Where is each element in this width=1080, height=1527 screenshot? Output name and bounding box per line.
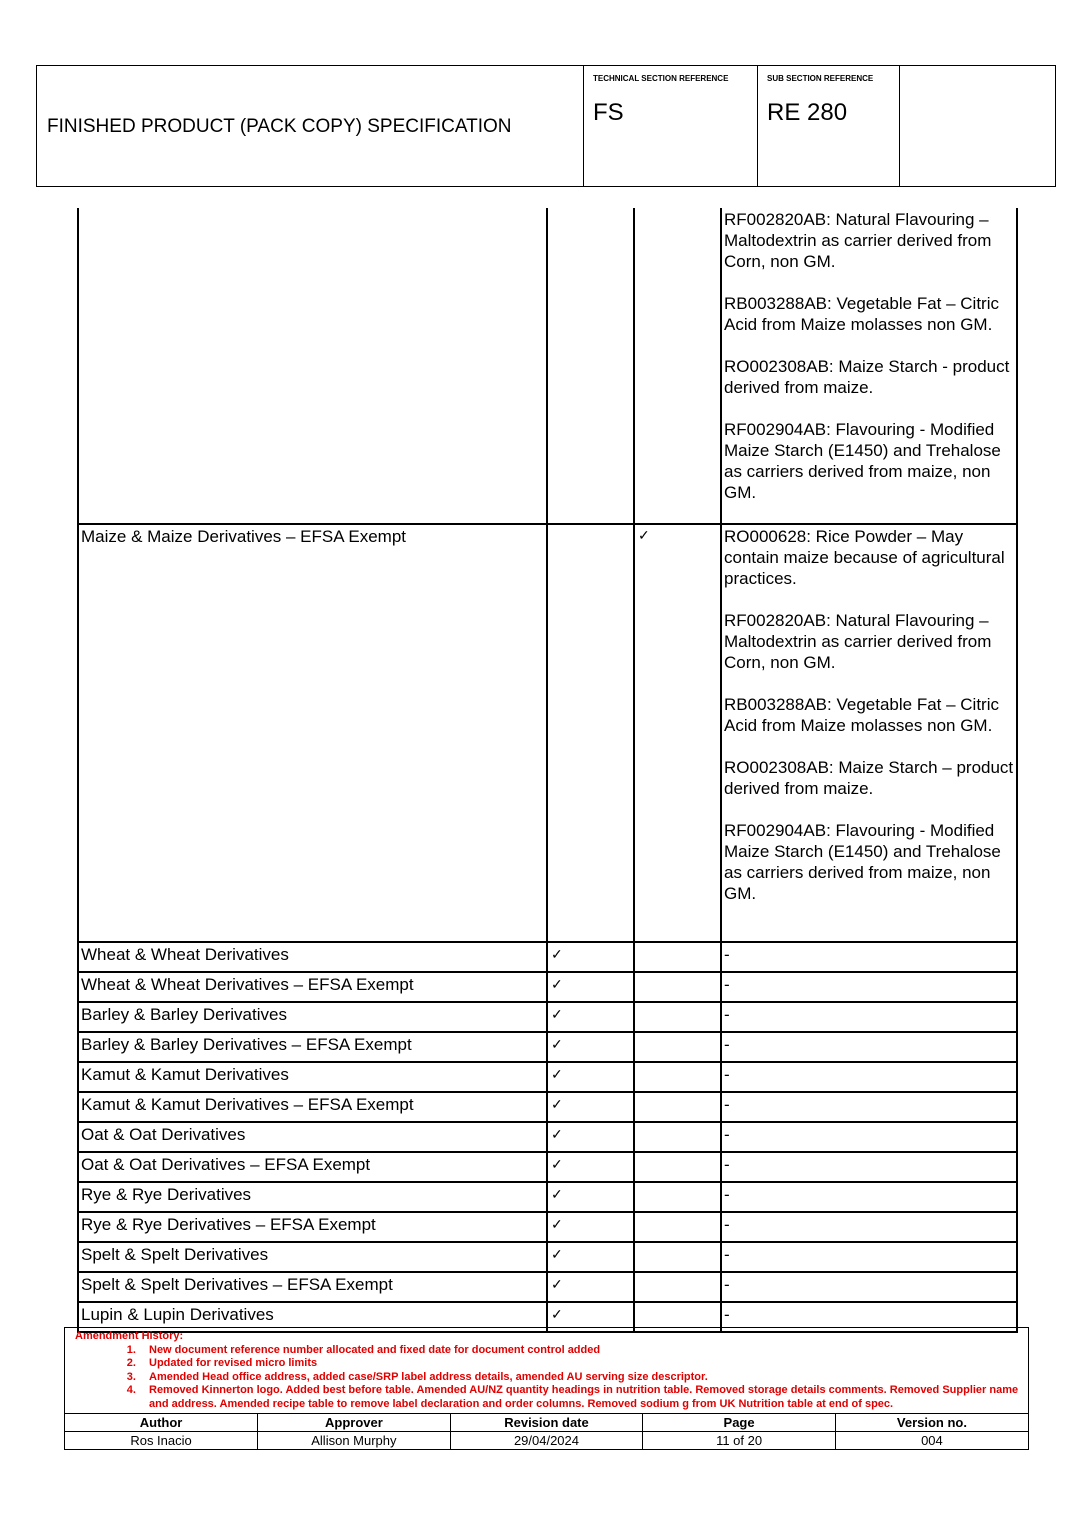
table-row <box>78 942 1017 972</box>
amendment-item: 2. Updated for revised micro limits <box>139 1357 1020 1371</box>
allergen-name-cell: Spelt & Spelt Derivatives – EFSA Exempt <box>78 1272 547 1302</box>
page-value: 11 of 20 <box>643 1432 836 1450</box>
tick-cell <box>634 942 721 972</box>
table-row <box>78 1152 1017 1182</box>
allergen-name-cell: Spelt & Spelt Derivatives <box>78 1242 547 1272</box>
tick-cell <box>634 208 721 524</box>
technical-section-cell <box>584 66 758 186</box>
notes-cell <box>721 208 1017 524</box>
allergen-table <box>77 208 1018 1333</box>
notes-cell: - <box>721 1062 1017 1092</box>
note-paragraph: RO000628: Rice Powder – May contain maize because of agricultural practices. <box>724 527 1005 588</box>
document-header <box>36 65 1056 187</box>
note-paragraph: RF002904AB: Flavouring - Modified Maize Starch (E1450) and Trehalose as carriers derived from maize, non GM. <box>724 420 1001 502</box>
allergen-name-cell: Rye & Rye Derivatives – EFSA Exempt <box>78 1212 547 1242</box>
note-paragraph: RB003288AB: Vegetable Fat – Citric Acid from Maize molasses non GM. <box>724 294 999 334</box>
check-icon: ✓ <box>547 1032 634 1062</box>
title-cell <box>37 66 584 186</box>
sub-section-label: SUB SECTION REFERENCE <box>767 74 874 83</box>
version-value: 004 <box>921 1433 943 1448</box>
amendment-item: 3. Amended Head office address, added case/SRP label address details, amended AU serving size descriptor. <box>139 1371 1020 1385</box>
revision-table <box>65 1414 1028 1449</box>
table-row <box>78 1212 1017 1242</box>
note-paragraph: RF002820AB: Natural Flavouring – Maltodextrin as carrier derived from Corn, non GM. <box>724 210 992 271</box>
tick-cell <box>634 1062 721 1092</box>
allergen-name-cell: Rye & Rye Derivatives <box>78 1182 547 1212</box>
notes-cell <box>721 524 1017 942</box>
allergen-name-cell: Lupin & Lupin Derivatives <box>78 1302 547 1332</box>
allergen-name-cell: Kamut & Kamut Derivatives <box>78 1062 547 1092</box>
author-header: Author <box>65 1414 258 1432</box>
table-row <box>78 1092 1017 1122</box>
check-icon: ✓ <box>547 1092 634 1122</box>
tick-cell <box>634 972 721 1002</box>
revision-date-header: Revision date <box>450 1414 643 1432</box>
amendment-item: 4. Removed Kinnerton logo. Added best before table. Amended AU/NZ quantity headings in nutrition table. Removed storage details comments. Removed Supplier name and address. Amended recipe table to remove label declaration and order columns. Removed sodium g from UK Nutrition table at end of spec. <box>139 1384 1020 1411</box>
table-row <box>78 1032 1017 1062</box>
notes-cell: - <box>721 1212 1017 1242</box>
allergen-name-cell: Barley & Barley Derivatives <box>78 1002 547 1032</box>
document-title: FINISHED PRODUCT (PACK COPY) SPECIFICATION <box>47 116 512 137</box>
check-icon: ✓ <box>547 1122 634 1152</box>
allergen-name-cell: Oat & Oat Derivatives <box>78 1122 547 1152</box>
note-paragraph: RO002308AB: Maize Starch - product derived from maize. <box>724 357 1010 397</box>
tick-cell <box>634 1092 721 1122</box>
notes-cell: - <box>721 1122 1017 1152</box>
notes-cell: - <box>721 972 1017 1002</box>
revision-header-row <box>65 1414 1028 1432</box>
approver-header: Approver <box>258 1414 451 1432</box>
approver-value: Allison Murphy <box>258 1432 451 1450</box>
allergen-name-cell: Wheat & Wheat Derivatives <box>78 942 547 972</box>
revision-value-row <box>65 1432 1028 1450</box>
revision-date-value: 29/04/2024 <box>450 1432 643 1450</box>
tick-cell <box>634 1182 721 1212</box>
tick-cell <box>634 1032 721 1062</box>
tick-cell <box>634 1212 721 1242</box>
table-row <box>78 1002 1017 1032</box>
blank-header-cell <box>900 66 1055 186</box>
tick-cell <box>634 1122 721 1152</box>
amendment-title: Amendment History: <box>75 1330 184 1342</box>
check-icon: ✓ <box>547 1152 634 1182</box>
note-paragraph: RB003288AB: Vegetable Fat – Citric Acid from Maize molasses non GM. <box>724 695 999 735</box>
check-icon: ✓ <box>547 972 634 1002</box>
notes-cell: - <box>721 1272 1017 1302</box>
page-header: Page <box>643 1414 836 1432</box>
table-row <box>78 1272 1017 1302</box>
table-row <box>78 208 1017 524</box>
notes-cell: - <box>721 1242 1017 1272</box>
table-row <box>78 1182 1017 1212</box>
tick-cell <box>634 1242 721 1272</box>
amendment-history <box>65 1328 1028 1414</box>
notes-cell: - <box>721 1152 1017 1182</box>
allergen-name-cell: Maize & Maize Derivatives – EFSA Exempt <box>78 524 547 942</box>
tick-cell <box>634 1272 721 1302</box>
notes-cell: - <box>721 942 1017 972</box>
check-icon: ✓ <box>547 1272 634 1302</box>
note-paragraph: RF002904AB: Flavouring - Modified Maize Starch (E1450) and Trehalose as carriers derived from maize, non GM. <box>724 821 1001 903</box>
note-paragraph: RF002820AB: Natural Flavouring – Maltodextrin as carrier derived from Corn, non GM. <box>724 611 992 672</box>
table-row <box>78 972 1017 1002</box>
check-icon: ✓ <box>547 1242 634 1272</box>
check-icon: ✓ <box>547 1182 634 1212</box>
check-icon: ✓ <box>634 524 721 942</box>
notes-cell: - <box>721 1032 1017 1062</box>
notes-cell: - <box>721 1302 1017 1332</box>
amendment-item: 1. New document reference number allocated and fixed date for document control added <box>139 1344 1020 1358</box>
author-value: Ros Inacio <box>65 1432 258 1450</box>
version-header: Version no. <box>835 1414 1028 1432</box>
technical-section-label: TECHNICAL SECTION REFERENCE <box>593 74 729 83</box>
document-footer <box>64 1327 1029 1450</box>
allergen-name-cell: Wheat & Wheat Derivatives – EFSA Exempt <box>78 972 547 1002</box>
check-icon: ✓ <box>547 1302 634 1332</box>
allergen-name-cell: Barley & Barley Derivatives – EFSA Exempt <box>78 1032 547 1062</box>
tick-cell <box>547 524 634 942</box>
table-row <box>78 524 1017 942</box>
note-paragraph: RO002308AB: Maize Starch – product derived from maize. <box>724 758 1014 798</box>
check-icon: ✓ <box>547 1212 634 1242</box>
table-row <box>78 1242 1017 1272</box>
table-row <box>78 1062 1017 1092</box>
sub-section-cell <box>758 66 900 186</box>
allergen-name-cell: Oat & Oat Derivatives – EFSA Exempt <box>78 1152 547 1182</box>
check-icon: ✓ <box>547 1002 634 1032</box>
check-icon: ✓ <box>547 1062 634 1092</box>
notes-cell: - <box>721 1092 1017 1122</box>
tick-cell <box>634 1002 721 1032</box>
tick-cell <box>634 1152 721 1182</box>
notes-cell: - <box>721 1182 1017 1212</box>
tick-cell <box>547 208 634 524</box>
technical-section-value: FS <box>593 99 624 126</box>
allergen-name-cell <box>78 208 547 524</box>
table-row <box>78 1122 1017 1152</box>
amendment-list <box>75 1344 1020 1412</box>
sub-section-value: RE 280 <box>767 99 848 126</box>
notes-cell: - <box>721 1002 1017 1032</box>
allergen-name-cell: Kamut & Kamut Derivatives – EFSA Exempt <box>78 1092 547 1122</box>
check-icon: ✓ <box>547 942 634 972</box>
